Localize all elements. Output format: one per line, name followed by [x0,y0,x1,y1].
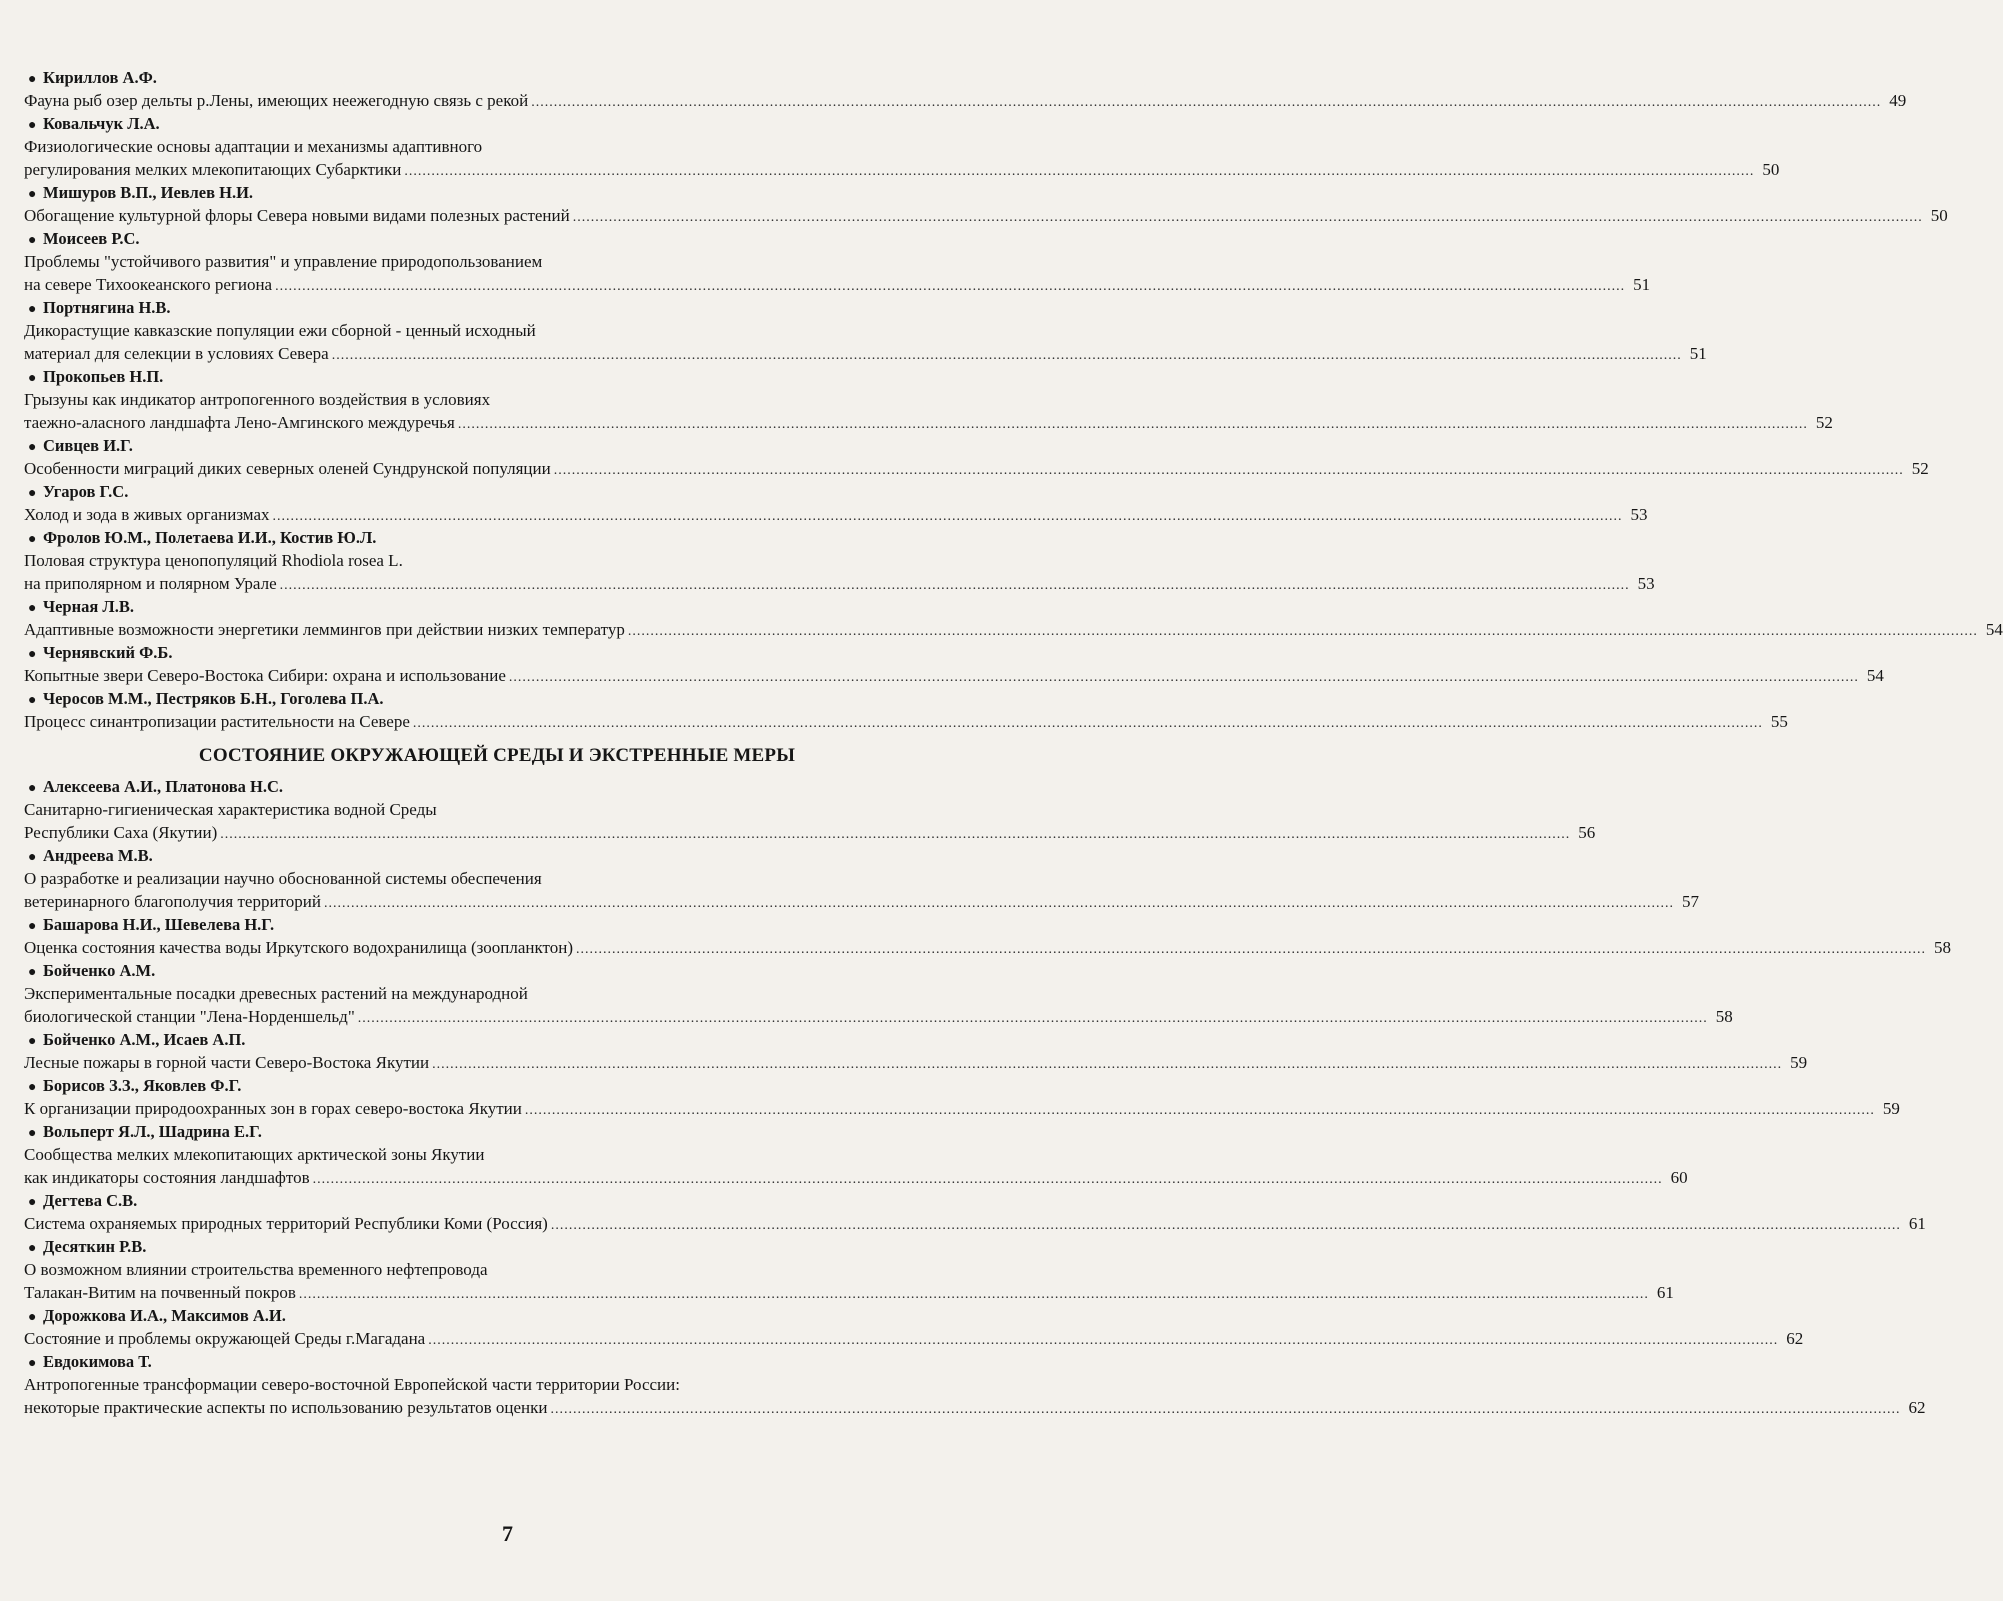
entry-title-line: Фауна рыб озер дельты р.Лены, имеющих неежегодную связь с рекой ............................................................................................................................................................................................................................................................................................................ 49 [24,89,970,112]
leader-dots: ............................................................................................................................................................................................................................................................................................................ [531,95,1882,110]
leader-dots: ............................................................................................................................................................................................................................................................................................................ [576,942,1927,957]
entry-page-number: 59 [1790,1053,1808,1072]
author-name: Евдокимова Т. [43,1352,152,1371]
page-number: 7 [502,1521,513,1546]
leader-dots: ............................................................................................................................................................................................................................................................................................................ [412,716,1763,731]
leader-dots: ............................................................................................................................................................................................................................................................................................................ [331,348,1682,363]
bullet-icon: ● [28,233,37,248]
entry-page-number: 54 [1985,620,2003,639]
entry-author [24,526,970,549]
bullet-icon: ● [28,1310,37,1325]
author-name: Прокопьев Н.П. [43,367,164,386]
entry-author [24,1350,970,1373]
bullet-icon: ● [28,1080,37,1095]
entry-title-line: на приполярном и полярном Урале ............................................................................................................................................................................................................................................................................................................ 53 [24,572,970,595]
author-name: Бойченко А.М. [43,961,156,980]
leader-dots: ............................................................................................................................................................................................................................................................................................................ [357,1011,1708,1026]
entry-title-line: таежно-аласного ландшафта Лено-Амгинского междуречья ............................................................................................................................................................................................................................................................................................................ 52 [24,411,970,434]
toc-entry [24,1235,1674,1304]
toc-entry [24,913,1952,959]
entry-author [24,1028,970,1051]
entry-title-line: Оценка состояния качества воды Иркутского водохранилища (зоопланктон) ............................................................................................................................................................................................................................................................................................................ 58 [24,936,970,959]
bullet-icon: ● [28,1195,37,1210]
entry-author [24,1235,970,1258]
entry-author [24,595,970,618]
entry-page-number: 51 [1633,275,1651,294]
entry-page-number: 52 [1911,459,1929,478]
entry-author [24,181,970,204]
entry-author [24,959,970,982]
entry-page-number: 60 [1670,1168,1688,1187]
toc-entry [24,296,1707,365]
toc-entry [24,480,1648,526]
entry-page-number: 57 [1681,892,1699,911]
author-name: Кириллов А.Ф. [43,68,157,87]
bullet-icon: ● [28,965,37,980]
section-title: СОСТОЯНИЕ ОКРУЖАЮЩЕЙ СРЕДЫ И ЭКСТРЕННЫЕ МЕРЫ [198,745,796,766]
entry-page-number: 50 [1930,206,1948,225]
entry-title-line: Антропогенные трансформации северо-восточной Европейской части территории России: [24,1375,680,1394]
entry-author [24,844,970,867]
entry-page-number: 49 [1889,91,1907,110]
author-name: Дорожкова И.А., Максимов А.И. [43,1306,286,1325]
bullet-icon: ● [28,118,37,133]
entry-title-line: Система охраняемых природных территорий Республики Коми (Россия) ............................................................................................................................................................................................................................................................................................................ 61 [24,1212,970,1235]
toc-entry [24,1120,1688,1189]
entry-author [24,66,970,89]
author-name: Чернявский Ф.Б. [43,643,173,662]
toc-entry [24,641,1884,687]
contents-list-bottom [24,775,1952,1419]
bullet-icon: ● [28,1356,37,1371]
toc-entry [24,1074,1900,1120]
entry-title-line: Экспериментальные посадки древесных растений на международной [24,984,528,1003]
entry-title-line: как индикаторы состояния ландшафтов ............................................................................................................................................................................................................................................................................................................ 60 [24,1166,970,1189]
bullet-icon: ● [28,302,37,317]
entry-author [24,1120,970,1143]
bullet-icon: ● [28,1034,37,1049]
leader-dots: ............................................................................................................................................................................................................................................................................................................ [275,279,1626,294]
entry-title-line: Половая структура ценопопуляций Rhodiola rosea L. [24,551,403,570]
leader-dots: ............................................................................................................................................................................................................................................................................................................ [220,827,1571,842]
toc-entry [24,1028,1808,1074]
entry-author [24,1074,970,1097]
toc-entry [24,365,1833,434]
entry-author [24,365,970,388]
bullet-icon: ● [28,601,37,616]
bullet-icon: ● [28,781,37,796]
entry-title-line: Дикорастущие кавказские популяции ежи сборной - ценный исходный [24,321,536,340]
toc-entry [24,1189,1926,1235]
bullet-icon: ● [28,371,37,386]
entry-title-line: К организации природоохранных зон в горах северо-востока Якутии ............................................................................................................................................................................................................................................................................................................ 59 [24,1097,970,1120]
bullet-icon: ● [28,1126,37,1141]
entry-title-line: биологической станции "Лена-Норденшельд" ............................................................................................................................................................................................................................................................................................................ 58 [24,1005,970,1028]
leader-dots: ............................................................................................................................................................................................................................................................................................................ [404,164,1755,179]
leader-dots: ............................................................................................................................................................................................................................................................................................................ [508,670,1859,685]
toc-entry [24,181,1948,227]
author-name: Алексеева А.И., Платонова Н.С. [43,777,283,796]
entry-page-number: 55 [1770,712,1788,731]
entry-title-line: Копытные звери Северо-Востока Сибири: охрана и использование ............................................................................................................................................................................................................................................................................................................ 54 [24,664,970,687]
author-name: Моисеев Р.С. [43,229,140,248]
leader-dots: ............................................................................................................................................................................................................................................................................................................ [432,1057,1783,1072]
leader-dots: ............................................................................................................................................................................................................................................................................................................ [272,509,1623,524]
leader-dots: ............................................................................................................................................................................................................................................................................................................ [627,624,1978,639]
entry-title-line: Обогащение культурной флоры Севера новыми видами полезных растений ............................................................................................................................................................................................................................................................................................................ 50 [24,204,970,227]
entry-author [24,1189,970,1212]
author-name: Ковальчук Л.А. [43,114,160,133]
entry-page-number: 61 [1908,1214,1926,1233]
entry-title-line: Лесные пожары в горной части Северо-Востока Якутии ............................................................................................................................................................................................................................................................................................................ 59 [24,1051,970,1074]
bullet-icon: ● [28,919,37,934]
entry-title-line: Сообщества мелких млекопитающих арктической зоны Якутии [24,1145,485,1164]
bullet-icon: ● [28,187,37,202]
entry-title-line: Адаптивные возможности энергетики леммингов при действии низких температур ............................................................................................................................................................................................................................................................................................................ 54 [24,618,970,641]
entry-page-number: 51 [1689,344,1707,363]
entry-page-number: 54 [1866,666,1884,685]
entry-author [24,296,970,319]
bullet-icon: ● [28,440,37,455]
entry-page-number: 62 [1786,1329,1804,1348]
author-name: Фролов Ю.М., Полетаева И.И., Костив Ю.Л. [43,528,377,547]
bullet-icon: ● [28,532,37,547]
entry-author [24,687,970,710]
entry-title-line: О разработке и реализации научно обоснованной системы обеспечения [24,869,542,888]
toc-entry [24,66,1907,112]
entry-page-number: 58 [1934,938,1952,957]
author-name: Андреева М.В. [43,846,153,865]
entry-page-number: 58 [1715,1007,1733,1026]
bullet-icon: ● [28,72,37,87]
author-name: Бойченко А.М., Исаев А.П. [43,1030,246,1049]
entry-title-line: Грызуны как индикатор антропогенного воздействия в условиях [24,390,491,409]
entry-title-line: ветеринарного благополучия территорий ............................................................................................................................................................................................................................................................................................................ 57 [24,890,970,913]
entry-title-line: Холод и зода в живых организмах ............................................................................................................................................................................................................................................................................................................ 53 [24,503,970,526]
toc-entry [24,959,1733,1028]
entry-author [24,775,970,798]
entry-title-line: Талакан-Витим на почвенный покров ............................................................................................................................................................................................................................................................................................................ 61 [24,1281,970,1304]
leader-dots: ............................................................................................................................................................................................................................................................................................................ [553,463,1904,478]
bullet-icon: ● [28,647,37,662]
author-name: Вольперт Я.Л., Шадрина Е.Г. [43,1122,262,1141]
entry-page-number: 56 [1578,823,1596,842]
toc-entry [24,775,1596,844]
author-name: Черосов М.М., Пестряков Б.Н., Гоголева П.А. [43,689,384,708]
leader-dots: ............................................................................................................................................................................................................................................................................................................ [524,1103,1875,1118]
leader-dots: ............................................................................................................................................................................................................................................................................................................ [572,210,1923,225]
author-name: Десяткин Р.В. [43,1237,147,1256]
leader-dots: ............................................................................................................................................................................................................................................................................................................ [323,896,1674,911]
leader-dots: ............................................................................................................................................................................................................................................................................................................ [312,1172,1663,1187]
toc-entry [24,844,1699,913]
author-name: Сивцев И.Г. [43,436,133,455]
entry-title-line: некоторые практические аспекты по использованию результатов оценки ............................................................................................................................................................................................................................................................................................................ 62 [24,1396,970,1419]
author-name: Борисов З.З., Яковлев Ф.Г. [43,1076,242,1095]
entry-page-number: 62 [1908,1398,1926,1417]
entry-title-line: Проблемы "устойчивого развития" и управление природопользованием [24,252,543,271]
author-name: Мишуров В.П., Иевлев Н.И. [43,183,254,202]
toc-entry [24,112,1780,181]
entry-title-line: на севере Тихоокеанского региона ............................................................................................................................................................................................................................................................................................................ 51 [24,273,970,296]
entry-page-number: 52 [1815,413,1833,432]
leader-dots: ............................................................................................................................................................................................................................................................................................................ [457,417,1808,432]
toc-entry [24,595,2003,641]
entry-title-line: О возможном влиянии строительства временного нефтепровода [24,1260,488,1279]
entry-title-line: Республики Саха (Якутии) ............................................................................................................................................................................................................................................................................................................ 56 [24,821,970,844]
leader-dots: ............................................................................................................................................................................................................................................................................................................ [298,1287,1649,1302]
leader-dots: ............................................................................................................................................................................................................................................................................................................ [279,578,1630,593]
entry-author [24,227,970,250]
entry-author [24,434,970,457]
author-name: Черная Л.В. [43,597,134,616]
entry-page-number: 61 [1656,1283,1674,1302]
entry-page-number: 50 [1762,160,1780,179]
entry-title-line: Физиологические основы адаптации и механизмы адаптивного [24,137,483,156]
author-name: Угаров Г.С. [43,482,129,501]
bullet-icon: ● [28,850,37,865]
toc-entry [24,434,1929,480]
bullet-icon: ● [28,693,37,708]
entry-author [24,641,970,664]
entry-page-number: 53 [1630,505,1648,524]
entry-title-line: регулирования мелких млекопитающих Субарктики ............................................................................................................................................................................................................................................................................................................ 50 [24,158,970,181]
leader-dots: ............................................................................................................................................................................................................................................................................................................ [550,1218,1901,1233]
entry-author [24,480,970,503]
author-name: Башарова Н.И., Шевелева Н.Г. [43,915,275,934]
author-name: Портнягина Н.В. [43,298,171,317]
leader-dots: ............................................................................................................................................................................................................................................................................................................ [428,1333,1779,1348]
entry-author [24,1304,970,1327]
toc-entry [24,1350,1926,1419]
table-of-contents [24,66,2003,1419]
entry-author [24,112,970,135]
contents-list-top [24,66,2003,733]
toc-entry [24,1304,1804,1350]
entry-title-line: материал для селекции в условиях Севера ............................................................................................................................................................................................................................................................................................................ 51 [24,342,970,365]
entry-page-number: 53 [1637,574,1655,593]
bullet-icon: ● [28,486,37,501]
toc-entry [24,687,1788,733]
entry-title-line: Процесс синантропизации растительности на Севере ............................................................................................................................................................................................................................................................................................................ 55 [24,710,970,733]
entry-title-line: Состояние и проблемы окружающей Среды г.Магадана ............................................................................................................................................................................................................................................................................................................ 62 [24,1327,970,1350]
entry-author [24,913,970,936]
author-name: Дегтева С.В. [43,1191,138,1210]
leader-dots: ............................................................................................................................................................................................................................................................................................................ [550,1402,1901,1417]
entry-title-line: Особенности миграций диких северных оленей Сундрунской популяции ............................................................................................................................................................................................................................................................................................................ 52 [24,457,970,480]
bullet-icon: ● [28,1241,37,1256]
toc-entry [24,526,1655,595]
toc-entry [24,227,1651,296]
entry-page-number: 59 [1882,1099,1900,1118]
entry-title-line: Санитарно-гигиеническая характеристика водной Среды [24,800,437,819]
